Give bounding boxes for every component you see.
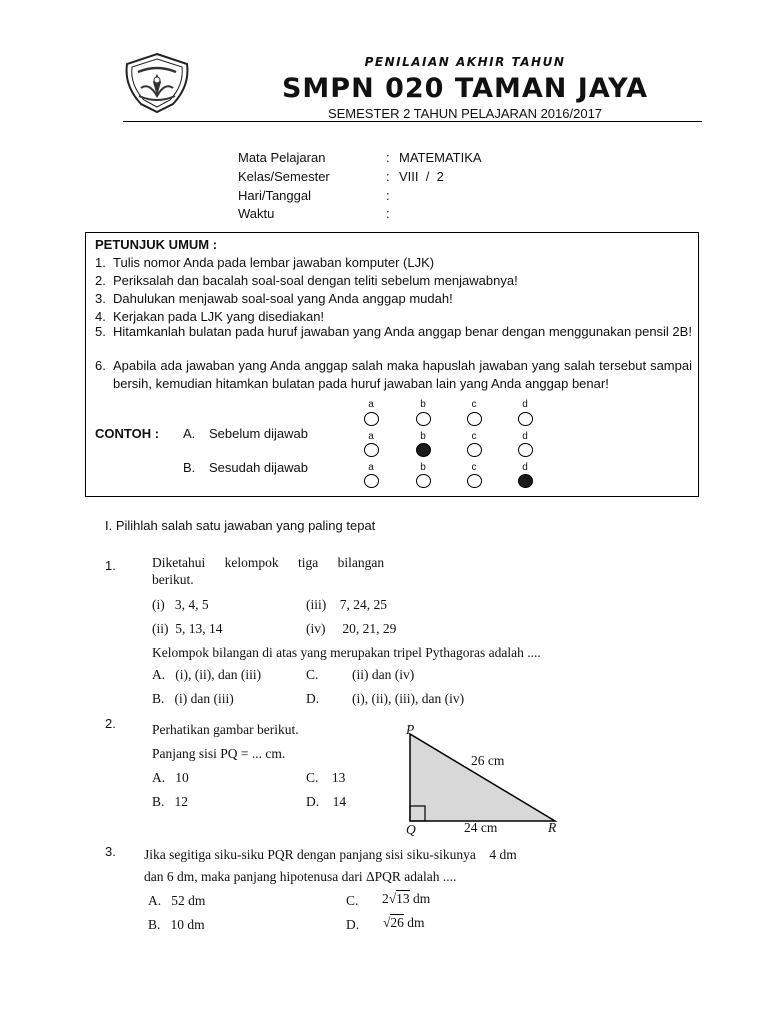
exam-title: PENILAIAN AKHIR TAHUN <box>364 55 566 69</box>
school-name: SMPN 020 TAMAN JAYA <box>281 73 649 104</box>
contoh-label: CONTOH : <box>95 426 160 441</box>
instruction-item <box>95 357 692 393</box>
question-text: dan 6 dm, maka panjang hipotenusa dari ΔPQR adalah .... <box>144 869 457 884</box>
bubble-letter-c: c <box>471 462 477 473</box>
option-d-letter: D. <box>306 691 320 706</box>
instruction-text: Hitamkanlah bulatan pada huruf jawaban yang Anda anggap benar dengan menggunakan pensil 2B! <box>113 324 692 339</box>
instruction-number: 6. <box>95 358 106 373</box>
bubble-letter-b: b <box>420 462 426 473</box>
instruction-text: Apabila ada jawaban yang Anda anggap salah maka hapuslah jawaban yang salah tersebut sampai bersih, kemudian hitamkan bulatan pada huruf jawaban lain yang Anda anggap benar! <box>113 358 692 391</box>
bubble-letter-d: d <box>522 431 528 442</box>
answer-bubble <box>467 474 482 488</box>
info-label: Kelas/Semester <box>238 169 330 184</box>
instruction-number: 1. <box>95 255 106 270</box>
sqrt-icon: √ <box>388 891 397 906</box>
option-c-letter: C. <box>346 893 359 908</box>
contoh-b-text: Sesudah dijawab <box>209 460 309 475</box>
bubble-letter-d: d <box>522 399 528 410</box>
info-label: Mata Pelajaran <box>238 150 326 165</box>
unit: dm <box>409 891 431 906</box>
answer-bubble <box>467 412 482 426</box>
instructions-title: PETUNJUK UMUM : <box>95 237 218 252</box>
answer-bubble <box>364 474 379 488</box>
group-ii: (ii) 5, 13, 14 <box>152 621 223 636</box>
info-label: Waktu <box>238 206 275 221</box>
bubble-letter-b: b <box>420 431 426 442</box>
option-d-text: (i), (ii), (iii), dan (iv) <box>352 691 465 706</box>
bubble-letter-b: b <box>420 399 426 410</box>
header-divider <box>123 121 702 122</box>
question-text: berikut. <box>152 572 194 587</box>
hypotenuse-label: 26 cm <box>471 753 505 768</box>
answer-bubble <box>364 412 379 426</box>
info-value: MATEMATIKA <box>399 150 482 165</box>
instruction-text: Kerjakan pada LJK yang disediakan! <box>113 309 325 324</box>
instruction-item <box>95 254 692 272</box>
radicand: 26 <box>390 915 404 930</box>
info-label: Hari/Tanggal <box>238 188 311 203</box>
option-d-value <box>383 915 425 931</box>
answer-bubble <box>416 474 431 488</box>
answer-bubble <box>467 443 482 457</box>
triangle-shape <box>410 734 555 821</box>
unit: dm <box>403 915 425 930</box>
answer-bubble-filled <box>518 474 533 488</box>
option-b: B. 10 dm <box>148 917 205 932</box>
info-colon: : <box>386 150 390 165</box>
option-c-letter: C. <box>306 667 319 682</box>
instruction-item <box>95 272 692 290</box>
info-colon: : <box>386 169 390 184</box>
answer-bubble <box>364 443 379 457</box>
answer-bubble <box>416 412 431 426</box>
answer-bubble <box>518 443 533 457</box>
semester-line: SEMESTER 2 TAHUN PELAJARAN 2016/2017 <box>327 106 603 121</box>
info-colon: : <box>386 206 390 221</box>
option-c-text: (ii) dan (iv) <box>352 667 415 682</box>
option-a: A. (i), (ii), dan (iii) <box>152 667 262 682</box>
option-d-letter: D. <box>346 917 360 932</box>
question-text: Diketahui kelompok tiga bilangan <box>152 555 385 570</box>
question-number: 3. <box>105 844 116 859</box>
instruction-text: Periksalah dan bacalah soal-soal dengan teliti sebelum menjawabnya! <box>113 273 518 288</box>
question-prompt: Kelompok bilangan di atas yang merupakan tripel Pythagoras adalah .... <box>152 645 541 660</box>
instruction-number: 2. <box>95 273 106 288</box>
option-a: A. 10 <box>152 770 189 785</box>
question-text: Jika segitiga siku-siku PQR dengan panjang sisi siku-sikunya 4 dm <box>144 847 517 862</box>
radicand: 13 <box>396 891 410 906</box>
school-logo <box>121 52 193 114</box>
contoh-a-text: Sebelum dijawab <box>209 426 309 441</box>
answer-bubble <box>518 412 533 426</box>
sqrt-icon: √ <box>383 915 391 930</box>
info-colon: : <box>386 188 390 203</box>
base-label: 24 cm <box>464 820 498 835</box>
bubble-letter-c: c <box>471 399 477 410</box>
bubble-letter-a: a <box>368 462 374 473</box>
option-c-value <box>382 891 430 907</box>
question-text: Perhatikan gambar berikut. <box>152 722 299 737</box>
question-number: 1. <box>105 558 116 573</box>
bubble-letter-c: c <box>471 431 477 442</box>
option-b: B. (i) dan (iii) <box>152 691 234 706</box>
vertex-r-label: R <box>548 820 557 835</box>
instruction-text: Dahulukan menjawab soal-soal yang Anda anggap mudah! <box>113 291 453 306</box>
question-text: Panjang sisi PQ = ... cm. <box>152 746 286 761</box>
group-i: (i) 3, 4, 5 <box>152 597 209 612</box>
coefficient: 2 <box>382 891 389 906</box>
section-title: I. Pilihlah salah satu jawaban yang paling tepat <box>105 518 376 533</box>
vertex-q-label: Q <box>406 822 416 837</box>
question-number: 2. <box>105 716 116 731</box>
answer-bubble-filled <box>416 443 431 457</box>
instruction-number: 4. <box>95 309 106 324</box>
contoh-a-letter: A. <box>183 426 196 441</box>
option-b: B. 12 <box>152 794 189 809</box>
option-c: C. 13 <box>306 770 346 785</box>
contoh-b-letter: B. <box>183 460 196 475</box>
instruction-item <box>95 290 692 308</box>
instruction-text: Tulis nomor Anda pada lembar jawaban komputer (LJK) <box>113 255 435 270</box>
group-iii: (iii) 7, 24, 25 <box>306 597 387 612</box>
bubble-letter-d: d <box>522 462 528 473</box>
bubble-letter-a: a <box>368 431 374 442</box>
info-value: VIII / 2 <box>399 169 444 184</box>
option-d: D. 14 <box>306 794 347 809</box>
bubble-letter-a: a <box>368 399 374 410</box>
instruction-item <box>95 323 692 341</box>
group-iv: (iv) 20, 21, 29 <box>306 621 397 636</box>
vertex-p-label: P <box>406 722 415 737</box>
instruction-number: 5. <box>95 324 106 339</box>
instruction-number: 3. <box>95 291 106 306</box>
option-a: A. 52 dm <box>148 893 206 908</box>
